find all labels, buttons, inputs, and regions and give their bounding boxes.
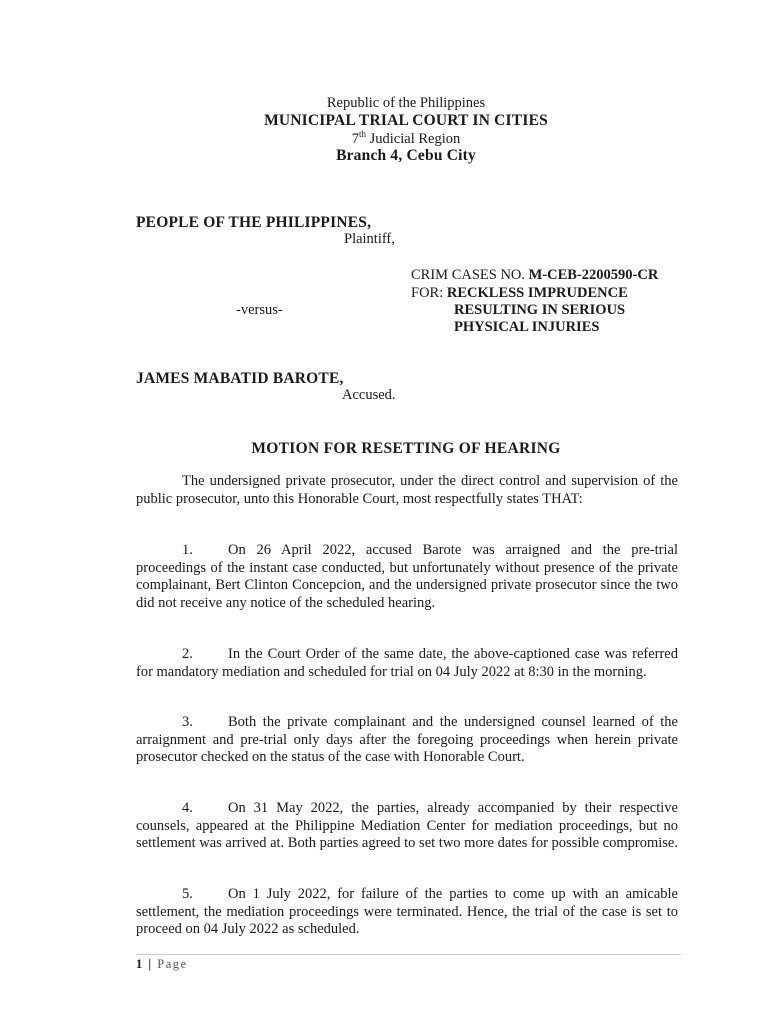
numbered-paragraph xyxy=(136,800,678,853)
intro-paragraph xyxy=(136,473,678,508)
case-label: CRIM CASES NO. xyxy=(411,267,529,283)
footer-separator: | xyxy=(148,957,153,971)
paragraph-number: 4. xyxy=(182,800,193,816)
branch-heading: Branch 4, Cebu City xyxy=(336,147,476,164)
offense-text-3: PHYSICAL INJURIES xyxy=(454,319,600,335)
republic-heading: Republic of the Philippines xyxy=(326,95,486,111)
offense-text-2: RESULTING IN SERIOUS xyxy=(454,302,626,318)
numbered-paragraph xyxy=(136,886,678,939)
intro-text: The undersigned private prosecutor, under the direct control and supervision of the public prosecutor, unto this Honorable Court, most respectfully states THAT: xyxy=(136,473,678,507)
for-label: FOR: xyxy=(411,285,447,301)
paragraph-number: 5. xyxy=(182,886,193,902)
plaintiff-role: Plaintiff, xyxy=(344,231,395,247)
case-number: M-CEB-2200590-CR xyxy=(528,267,659,283)
court-heading: MUNICIPAL TRIAL COURT IN CITIES xyxy=(264,112,548,129)
case-number-line xyxy=(411,267,658,284)
region-suffix: th xyxy=(358,129,366,139)
plaintiff-name: PEOPLE OF THE PHILIPPINES, xyxy=(136,214,372,231)
region-heading xyxy=(0,129,768,148)
paragraph-text: On 1 July 2022, for failure of the parties to come up with an amicable settlement, the mediation proceedings were terminated. Hence, the trial of the case is set to proceed on 04 July 2022 as scheduled. xyxy=(136,886,678,937)
versus-label: -versus- xyxy=(236,302,283,318)
numbered-paragraph xyxy=(136,714,678,767)
paragraph-number: 2. xyxy=(182,646,193,662)
paragraph-text: In the Court Order of the same date, the above-captioned case was referred for mandatory mediation and scheduled for trial on 04 July 2022 at 8:30 in the morning. xyxy=(136,646,678,680)
footer-divider xyxy=(136,954,681,955)
region-rest: Judicial Region xyxy=(366,130,461,147)
page-number: 1 xyxy=(136,957,144,971)
page-footer xyxy=(136,957,188,972)
paragraph-number: 1. xyxy=(182,542,193,558)
region-ordinal: 7 xyxy=(351,130,359,147)
page-word: Page xyxy=(157,957,188,971)
numbered-paragraph xyxy=(136,646,678,681)
offense-line-1 xyxy=(411,285,628,302)
paragraph-number: 3. xyxy=(182,714,193,730)
paragraph-text: On 26 April 2022, accused Barote was arraigned and the pre-trial proceedings of the instant case conducted, but unfortunately without presence of the private complainant, Bert Clinton Concepcion, and the undersigned private prosecutor since the two did not receive any notice of the scheduled hearing. xyxy=(136,542,678,611)
numbered-paragraph xyxy=(136,542,678,612)
accused-role: Accused. xyxy=(342,387,396,403)
paragraph-text: On 31 May 2022, the parties, already accompanied by their respective counsels, appeared at the Philippine Mediation Center for mediation proceedings, but no settlement was arrived at. Both parties agreed to set two more dates for possible compromise. xyxy=(136,800,678,851)
offense-text-1: RECKLESS IMPRUDENCE xyxy=(446,285,628,301)
accused-name: JAMES MABATID BAROTE, xyxy=(136,370,344,387)
paragraph-text: Both the private complainant and the undersigned counsel learned of the arraignment and pre-trial only days after the foregoing proceedings when herein private prosecutor checked on the status of the case with Honorable Court. xyxy=(136,714,678,765)
document-title: MOTION FOR RESETTING OF HEARING xyxy=(251,440,561,457)
